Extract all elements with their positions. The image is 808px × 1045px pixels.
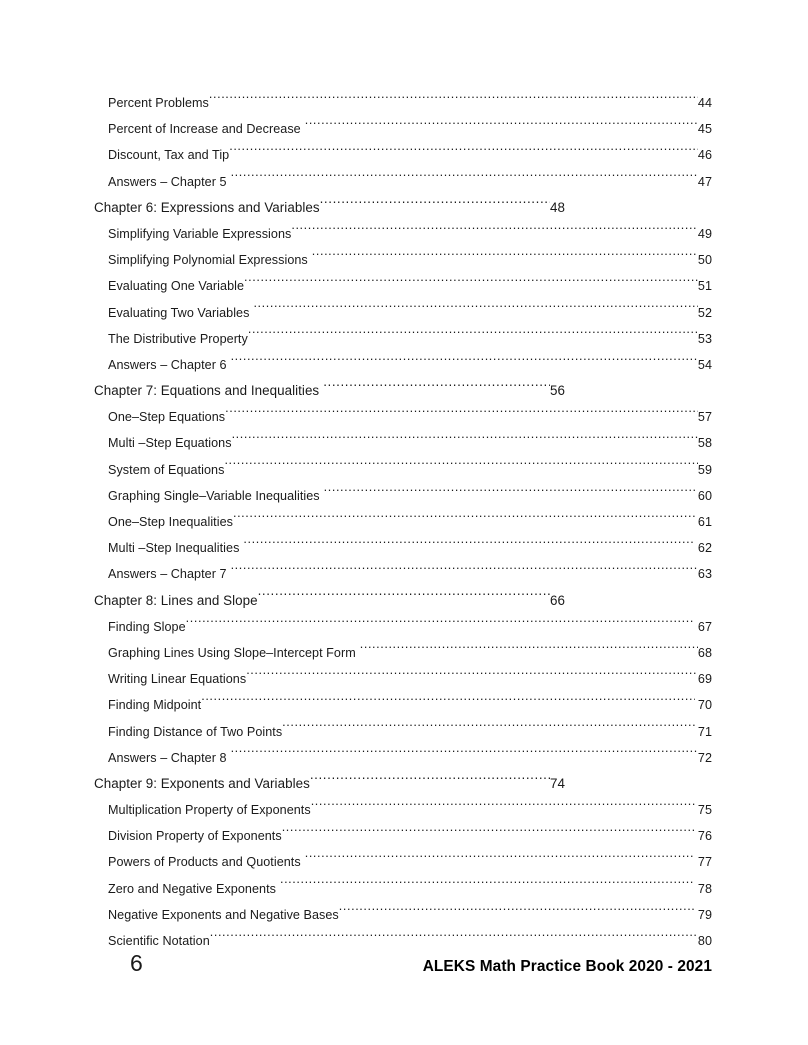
toc-dot-leader	[244, 278, 698, 291]
toc-entry-page-number: 45	[697, 122, 712, 137]
toc-section-row[interactable]	[0, 535, 808, 561]
toc-entry-page-number: 44	[697, 96, 712, 110]
toc-dot-leader	[224, 461, 697, 474]
toc-entry-title: Simplifying Polynomial Expressions	[108, 253, 308, 268]
toc-section-row[interactable]	[0, 692, 808, 718]
toc-section-row[interactable]	[0, 666, 808, 692]
toc-section-row[interactable]	[0, 169, 808, 195]
toc-dot-leader	[305, 854, 695, 867]
toc-entry-title: Scientific Notation	[108, 934, 210, 948]
toc-chapter-row[interactable]	[0, 588, 808, 614]
toc-entry-title: Answers – Chapter 8	[108, 750, 227, 765]
toc-entry-title: Division Property of Exponents	[108, 829, 282, 844]
toc-section-row[interactable]	[0, 561, 808, 587]
toc-entry-title: Zero and Negative Exponents	[108, 881, 276, 896]
toc-dot-leader	[231, 356, 698, 369]
toc-chapter-row[interactable]	[0, 771, 808, 797]
toc-section-row[interactable]	[0, 823, 808, 849]
toc-entry-title: The Distributive Property	[108, 331, 248, 346]
toc-entry-page-number: 60	[697, 488, 712, 503]
toc-dot-leader	[280, 880, 695, 893]
toc-section-row[interactable]	[0, 902, 808, 928]
toc-entry-page-number: 69	[697, 672, 712, 687]
toc-entry-page-number: 80	[697, 934, 712, 948]
toc-entry-title: Multi –Step Equations	[108, 436, 232, 451]
toc-section-row[interactable]	[0, 300, 808, 326]
toc-entry-title: Percent of Increase and Decrease	[108, 122, 301, 137]
toc-dot-leader	[253, 304, 697, 317]
toc-entry-page-number: 59	[697, 462, 712, 477]
toc-entry-page-number: 57	[697, 410, 712, 425]
toc-section-row[interactable]	[0, 719, 808, 745]
toc-dot-leader	[282, 828, 695, 841]
toc-section-row[interactable]	[0, 614, 808, 640]
toc-entry-title: Finding Slope	[108, 619, 186, 634]
toc-section-row[interactable]	[0, 876, 808, 902]
toc-entry-title: Answers – Chapter 7	[108, 567, 227, 582]
toc-entry-title: System of Equations	[108, 462, 225, 477]
toc-entry-title: Finding Midpoint	[108, 698, 202, 713]
toc-entry-page-number: 47	[697, 174, 712, 189]
toc-section-row[interactable]	[0, 509, 808, 535]
toc-entry-page-number: 58	[697, 436, 712, 451]
toc-dot-leader	[310, 774, 550, 787]
toc-dot-leader	[311, 801, 695, 814]
toc-entry-title: Chapter 8: Lines and Slope	[94, 592, 258, 608]
toc-entry-title: One–Step Inequalities	[108, 515, 233, 529]
toc-section-row[interactable]	[0, 116, 808, 142]
footer-page-number: 6	[130, 950, 143, 976]
toc-entry-page-number: 79	[697, 907, 712, 922]
toc-entry-page-number: 51	[697, 279, 712, 294]
toc-dot-leader	[186, 618, 695, 631]
toc-dot-leader	[210, 932, 698, 945]
toc-entry-page-number: 46	[697, 148, 712, 163]
toc-entry-page-number: 49	[697, 226, 712, 241]
toc-dot-leader	[229, 147, 698, 160]
footer-book-title: ALEKS Math Practice Book 2020 - 2021	[422, 958, 712, 975]
toc-dot-leader	[291, 225, 698, 238]
toc-dot-leader	[248, 330, 698, 343]
toc-dot-leader	[320, 198, 550, 211]
toc-entry-page-number: 54	[697, 357, 712, 372]
table-of-contents-list	[0, 90, 808, 954]
toc-entry-page-number: 78	[697, 881, 712, 896]
toc-entry-page-number: 71	[697, 724, 712, 739]
toc-entry-title: Multiplication Property of Exponents	[108, 803, 311, 818]
toc-section-row[interactable]	[0, 640, 808, 666]
toc-dot-leader	[233, 513, 695, 526]
toc-section-row[interactable]	[0, 745, 808, 771]
toc-entry-page-number: 66	[550, 592, 565, 608]
toc-entry-title: Powers of Products and Quotients	[108, 855, 301, 870]
toc-entry-page-number: 75	[697, 803, 712, 818]
toc-entry-title: Writing Linear Equations	[108, 672, 247, 687]
toc-section-row[interactable]	[0, 352, 808, 378]
toc-dot-leader	[282, 723, 695, 736]
toc-entry-title: Answers – Chapter 5	[108, 174, 227, 189]
toc-entry-page-number: 70	[697, 698, 712, 713]
toc-section-row[interactable]	[0, 326, 808, 352]
toc-dot-leader	[231, 749, 698, 762]
toc-entry-page-number: 52	[697, 305, 712, 320]
toc-entry-page-number: 67	[697, 619, 712, 634]
toc-section-row[interactable]	[0, 430, 808, 456]
toc-entry-title: Discount, Tax and Tip	[108, 148, 230, 163]
toc-entry-title: Chapter 9: Exponents and Variables	[94, 775, 310, 791]
toc-dot-leader	[201, 697, 695, 710]
toc-dot-leader	[232, 435, 698, 448]
toc-dot-leader	[225, 409, 698, 422]
toc-entry-page-number: 77	[697, 855, 712, 870]
toc-dot-leader	[246, 671, 698, 684]
toc-entry-page-number: 48	[550, 199, 565, 215]
page-footer	[0, 950, 808, 1045]
toc-dot-leader	[231, 173, 698, 186]
toc-section-row[interactable]	[0, 273, 808, 299]
toc-dot-leader	[258, 591, 550, 604]
toc-section-row[interactable]	[0, 483, 808, 509]
toc-entry-title: Percent Problems	[108, 96, 209, 110]
toc-section-row[interactable]	[0, 90, 808, 116]
toc-dot-leader	[324, 487, 695, 500]
toc-dot-leader	[243, 540, 694, 553]
toc-chapter-row[interactable]	[0, 378, 808, 404]
toc-entry-title: Finding Distance of Two Points	[108, 724, 283, 739]
toc-dot-leader	[231, 566, 698, 579]
toc-section-row[interactable]	[0, 797, 808, 823]
toc-dot-leader	[209, 94, 698, 107]
toc-entry-page-number: 50	[697, 253, 712, 268]
toc-entry-page-number: 74	[550, 775, 565, 791]
toc-section-row[interactable]	[0, 849, 808, 875]
toc-entry-title: Multi –Step Inequalities	[108, 541, 240, 556]
toc-entry-title: Graphing Lines Using Slope–Intercept Form	[108, 645, 356, 660]
toc-dot-leader	[323, 382, 550, 395]
toc-entry-title: Chapter 7: Equations and Inequalities	[94, 383, 320, 399]
toc-entry-title: Evaluating One Variable	[108, 279, 245, 294]
toc-section-row[interactable]	[0, 404, 808, 430]
toc-section-row[interactable]	[0, 457, 808, 483]
toc-entry-page-number: 53	[697, 331, 712, 346]
toc-entry-page-number: 61	[697, 515, 712, 529]
toc-section-row[interactable]	[0, 221, 808, 247]
toc-dot-leader	[305, 121, 698, 134]
toc-dot-leader	[360, 644, 698, 657]
toc-entry-title: Chapter 6: Expressions and Variables	[94, 199, 320, 215]
toc-entry-page-number: 62	[697, 541, 712, 556]
toc-entry-title: Simplifying Variable Expressions	[108, 226, 292, 241]
toc-entry-page-number: 76	[697, 829, 712, 844]
toc-entry-title: Answers – Chapter 6	[108, 357, 227, 372]
toc-entry-title: Evaluating Two Variables	[108, 305, 250, 320]
toc-entry-page-number: 72	[697, 750, 712, 765]
toc-entry-title: Graphing Single–Variable Inequalities	[108, 488, 320, 503]
toc-dot-leader	[312, 252, 698, 265]
toc-section-row[interactable]	[0, 142, 808, 168]
toc-entry-page-number: 68	[697, 645, 712, 660]
toc-entry-title: One–Step Equations	[108, 410, 226, 425]
toc-entry-title: Negative Exponents and Negative Bases	[108, 907, 339, 922]
toc-entry-page-number: 63	[697, 567, 712, 582]
toc-dot-leader	[339, 906, 695, 919]
toc-entry-page-number: 56	[550, 383, 565, 399]
toc-section-row[interactable]	[0, 247, 808, 273]
toc-chapter-row[interactable]	[0, 195, 808, 221]
